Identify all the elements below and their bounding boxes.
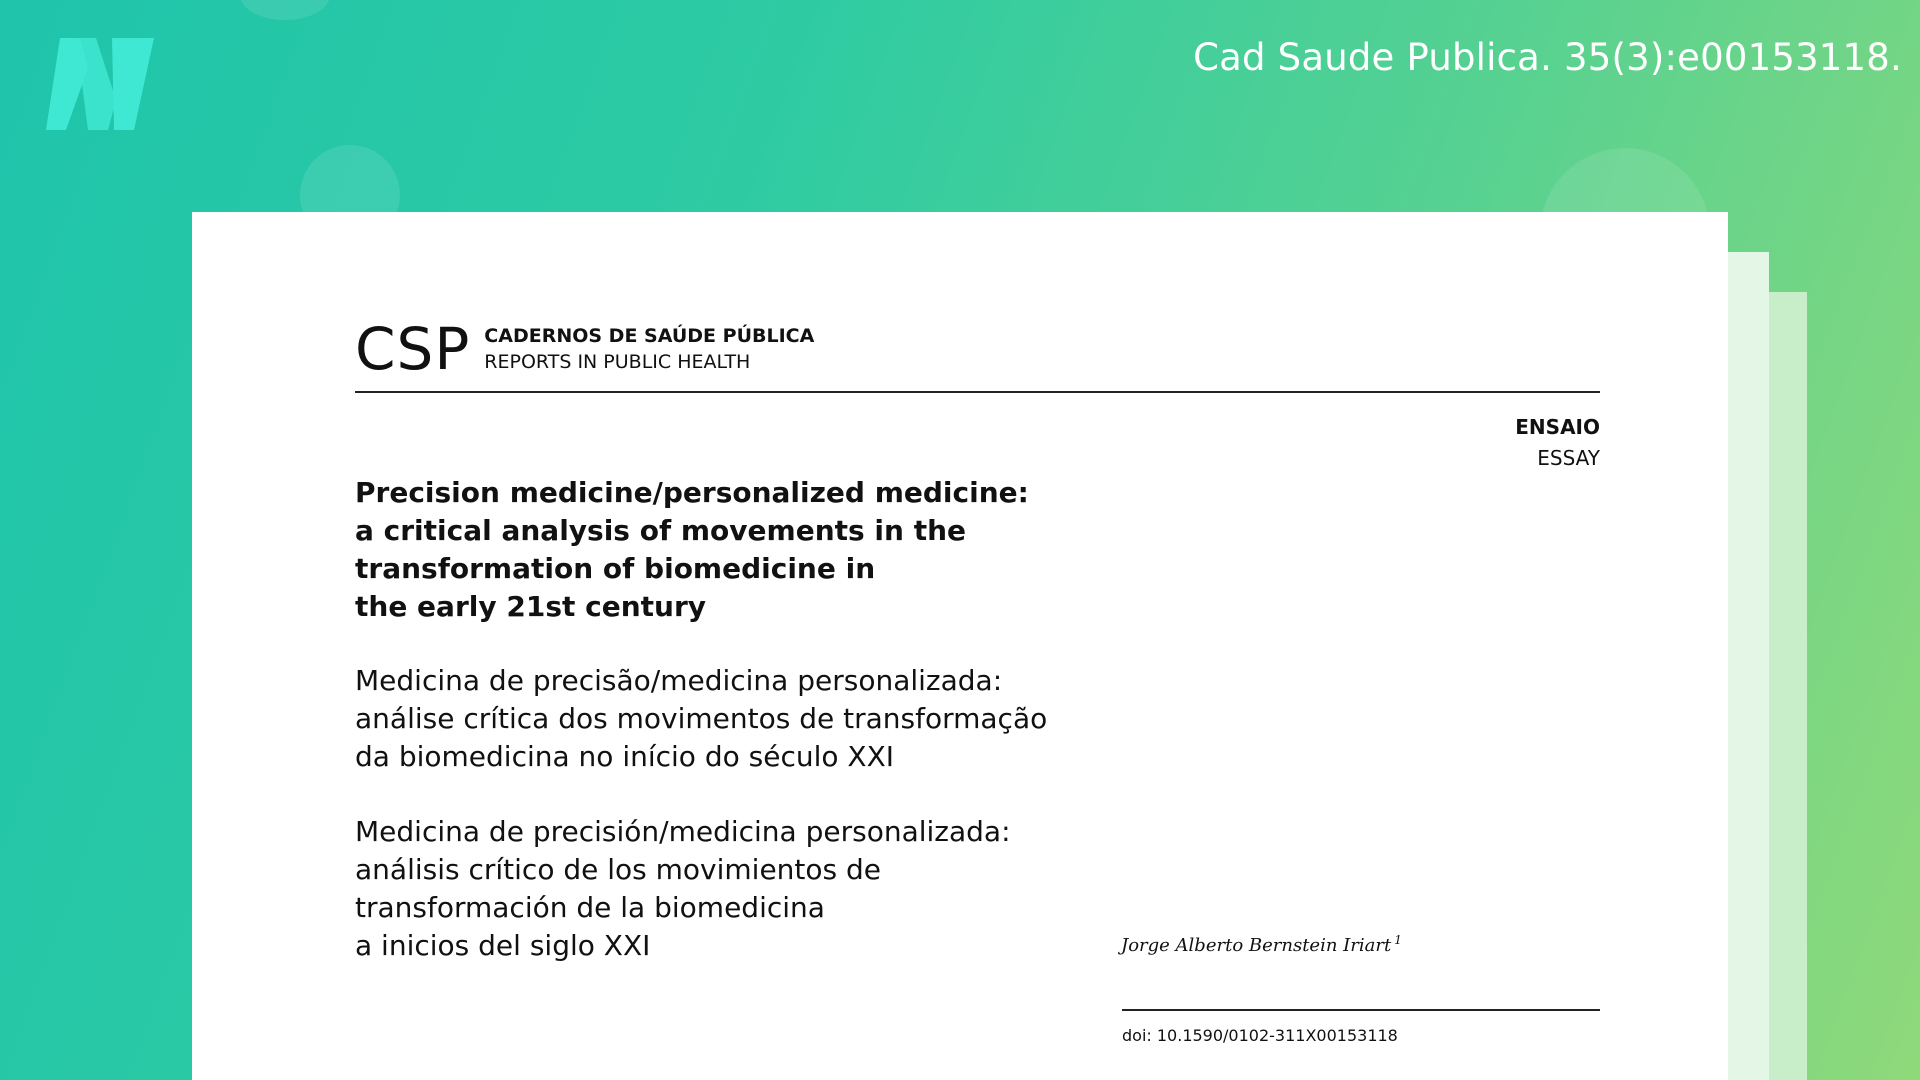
author-name: Jorge Alberto Bernstein Iriart — [1121, 935, 1392, 956]
citation-text: Cad Saude Publica. 35(3):e00153118. — [1193, 36, 1902, 79]
doi-text: doi: 10.1590/0102-311X00153118 — [1122, 1026, 1398, 1045]
journal-name-pt: CADERNOS DE SAÚDE PÚBLICA — [484, 325, 815, 347]
paper-page — [192, 212, 1728, 1080]
journal-acronym: CSP — [355, 315, 471, 383]
author-byline — [1121, 933, 1402, 956]
header-rule — [355, 391, 1600, 393]
title-line: Medicina de precisão/medicina personalizada: — [355, 664, 1003, 697]
title-line: the early 21st century — [355, 590, 707, 623]
title-portuguese — [355, 662, 1115, 776]
title-line: a critical analysis of movements in the — [355, 514, 967, 547]
decor-bubble — [240, 0, 330, 20]
section-label-en: ESSAY — [1537, 446, 1600, 470]
title-line: análise crítica dos movimentos de transformação — [355, 702, 1048, 735]
title-line: da biomedicina no início do século XXI — [355, 740, 895, 773]
journal-names — [484, 323, 814, 375]
section-label — [1515, 412, 1600, 474]
section-label-pt: ENSAIO — [1515, 415, 1600, 439]
journal-name-en: REPORTS IN PUBLIC HEALTH — [484, 351, 751, 373]
title-spanish — [355, 813, 1115, 965]
title-line: Precision medicine/personalized medicine: — [355, 476, 1029, 509]
title-line: análisis crítico de los movimientos de — [355, 853, 882, 886]
title-english — [355, 474, 1055, 626]
title-line: transformation of biomedicine in — [355, 552, 876, 585]
journal-masthead — [355, 315, 815, 383]
doi-rule — [1122, 1009, 1600, 1011]
author-affiliation-mark: 1 — [1394, 933, 1402, 947]
title-line: transformación de la biomedicina — [355, 891, 825, 924]
title-line: a inicios del siglo XXI — [355, 929, 651, 962]
title-line: Medicina de precisión/medicina personalizada: — [355, 815, 1011, 848]
n-logo-icon — [36, 38, 168, 130]
